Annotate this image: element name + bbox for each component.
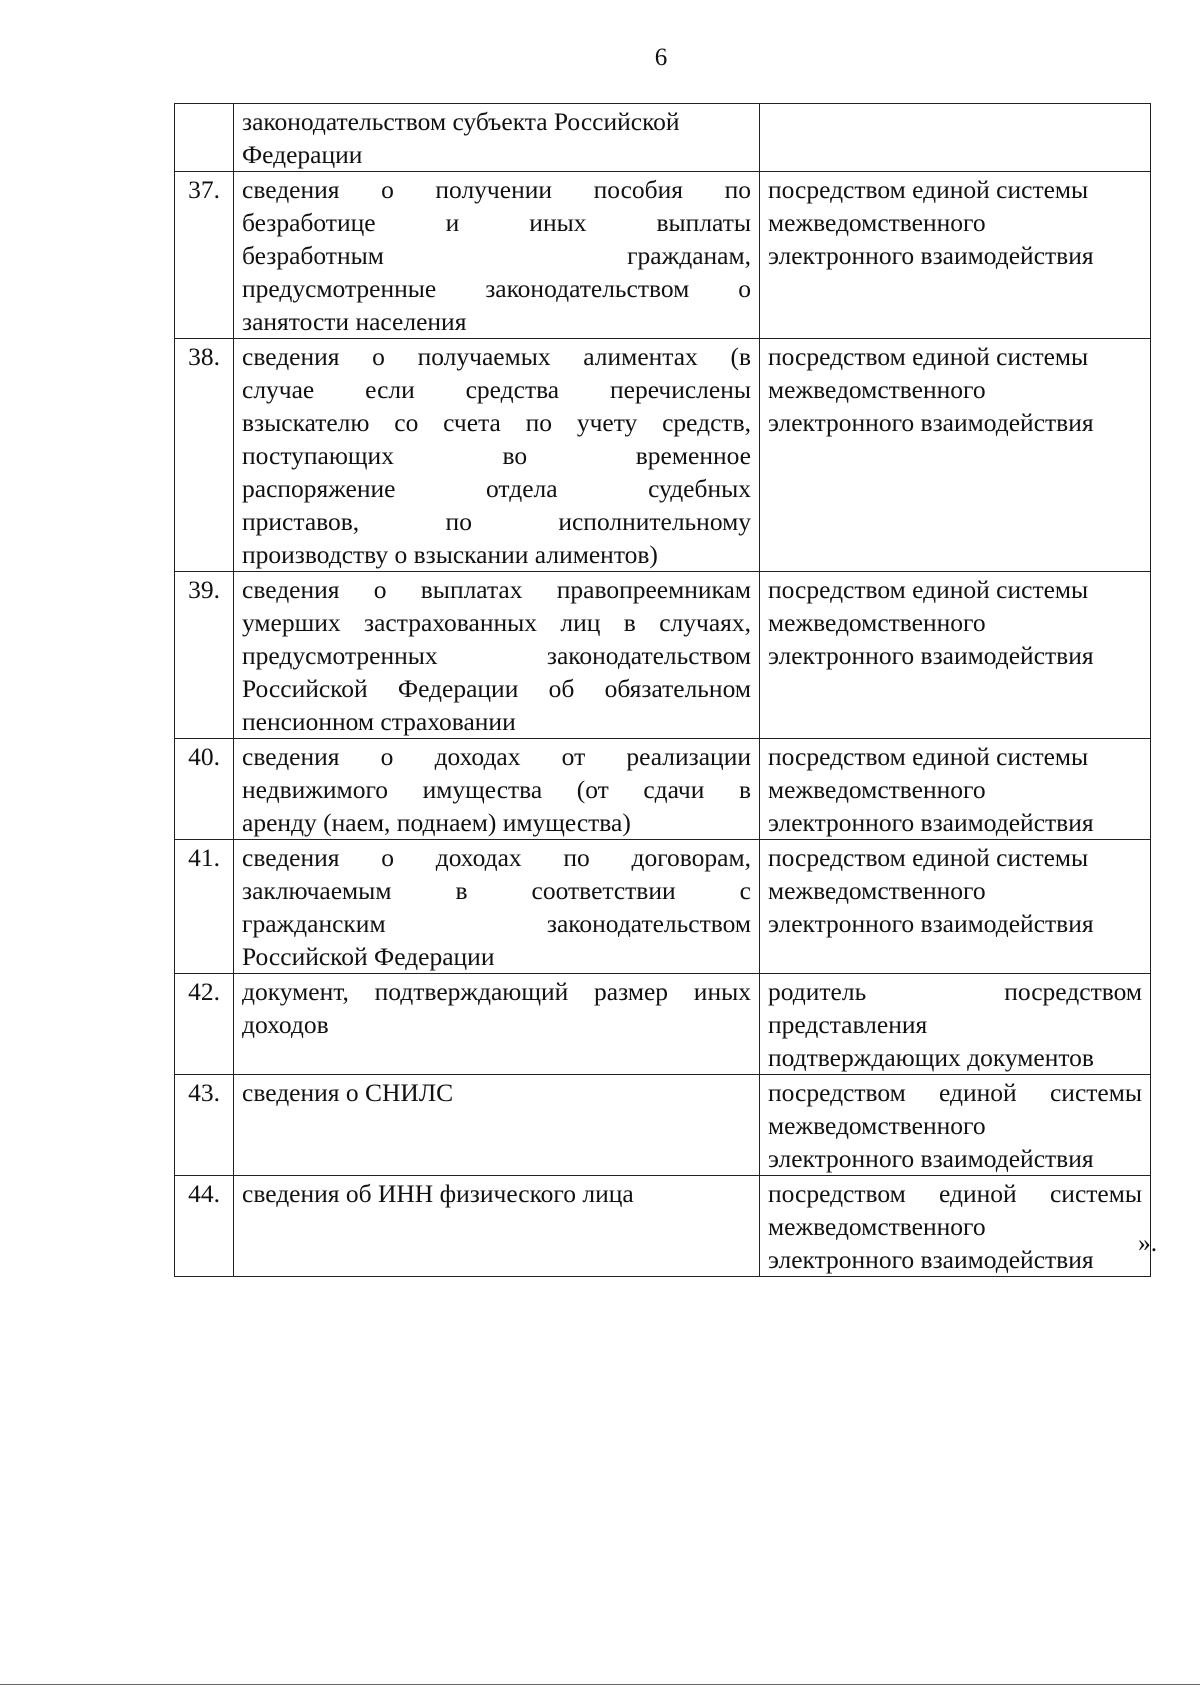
document-description-cell	[234, 1075, 760, 1176]
document-description-line: сведения о выплатах правопреемникам	[242, 575, 751, 604]
row-number: 42.	[175, 974, 234, 1075]
row-number: 37.	[175, 172, 234, 339]
submission-method-line: посредством единой системы	[768, 1078, 1142, 1107]
submission-method-line: межведомственного	[768, 608, 986, 637]
document-description-line: гражданским законодательством	[242, 909, 751, 938]
document-description-line: случае если средства перечислены	[242, 375, 751, 404]
submission-method-line: родитель посредством	[768, 977, 1142, 1006]
submission-method-line: межведомственного	[768, 375, 986, 404]
document-description-line: сведения об ИНН физического лица	[242, 1179, 634, 1208]
document-description-line: аренду (наем, поднаем) имущества)	[242, 808, 631, 837]
row-number: 44.	[175, 1176, 234, 1277]
closing-quote-mark: ».	[1138, 1228, 1158, 1257]
document-description-line: производству о взыскании алиментов)	[242, 540, 658, 569]
document-description-line: доходов	[242, 1010, 329, 1039]
row-number: 40.	[175, 739, 234, 840]
row-number: 41.	[175, 840, 234, 974]
document-description-line: умерших застрахованных лиц в случаях,	[242, 608, 751, 637]
submission-method-line: подтверждающих документов	[768, 1043, 1094, 1072]
submission-method-line: межведомственного	[768, 1111, 986, 1140]
submission-method-line: межведомственного	[768, 775, 986, 804]
document-description-cell	[234, 172, 760, 339]
submission-method-line: электронного взаимодействия	[768, 641, 1094, 670]
row-number: 39.	[175, 572, 234, 739]
document-description-line: сведения о получении пособия по	[242, 175, 751, 204]
page-number: 6	[654, 44, 668, 71]
document-description-cell	[234, 974, 760, 1075]
table-row	[175, 739, 1151, 840]
submission-method-line: электронного взаимодействия	[768, 909, 1094, 938]
submission-method-line: электронного взаимодействия	[768, 1144, 1094, 1173]
submission-method-line: посредством единой системы	[768, 575, 1089, 604]
table-row	[175, 339, 1151, 572]
document-description-line: предусмотренные законодательством о	[242, 274, 751, 303]
submission-method-line: посредством единой системы	[768, 342, 1089, 371]
document-description-line: сведения о доходах по договорам,	[242, 843, 751, 872]
submission-method-line: электронного взаимодействия	[768, 808, 1094, 837]
submission-method-line: посредством единой системы	[768, 742, 1089, 771]
document-description-line: документ, подтверждающий размер иных	[242, 977, 751, 1006]
document-description-cell	[234, 339, 760, 572]
submission-method-cell	[760, 339, 1151, 572]
submission-method-cell	[760, 840, 1151, 974]
document-description-line: Российской Федерации об обязательном	[242, 674, 751, 703]
document-description-line: пенсионном страховании	[242, 707, 516, 736]
document-description-line: законодательством субъекта Российской	[242, 107, 680, 136]
submission-method-line: межведомственного	[768, 876, 986, 905]
submission-method-cell	[760, 739, 1151, 840]
document-description-line: недвижимого имущества (от сдачи в	[242, 775, 751, 804]
row-number	[175, 104, 234, 172]
document-description-line: Федерации	[242, 140, 363, 169]
submission-method-line: посредством единой системы	[768, 843, 1089, 872]
footer-rule	[0, 1684, 1200, 1685]
table-row	[175, 1176, 1151, 1277]
submission-method-cell	[760, 572, 1151, 739]
document-table-body	[175, 104, 1151, 1277]
document-description-cell	[234, 840, 760, 974]
submission-method-cell	[760, 974, 1151, 1075]
document-description-cell	[234, 739, 760, 840]
document-description-line: безработным гражданам,	[242, 241, 751, 270]
submission-method-line: электронного взаимодействия	[768, 241, 1094, 270]
submission-method-line: электронного взаимодействия	[768, 408, 1094, 437]
submission-method-line: посредством единой системы	[768, 1179, 1142, 1208]
submission-method-line: электронного взаимодействия	[768, 1245, 1094, 1274]
document-description-line: распоряжение отдела судебных	[242, 474, 751, 503]
document-table	[174, 103, 1151, 1277]
document-description-line: сведения о СНИЛС	[242, 1078, 454, 1107]
document-description-line: заключаемым в соответствии с	[242, 876, 751, 905]
document-description-cell	[234, 1176, 760, 1277]
table-row	[175, 974, 1151, 1075]
document-description-line: поступающих во временное	[242, 441, 751, 470]
submission-method-line: межведомственного	[768, 208, 986, 237]
submission-method-cell	[760, 1176, 1151, 1277]
submission-method-cell	[760, 104, 1151, 172]
document-description-line: предусмотренных законодательством	[242, 641, 751, 670]
submission-method-cell	[760, 172, 1151, 339]
document-description-line: сведения о получаемых алиментах (в	[242, 342, 751, 371]
table-row	[175, 104, 1151, 172]
document-description-line: безработице и иных выплаты	[242, 208, 751, 237]
row-number: 43.	[175, 1075, 234, 1176]
document-description-cell	[234, 104, 760, 172]
document-description-line: Российской Федерации	[242, 942, 495, 971]
document-description-line: взыскателю со счета по учету средств,	[242, 408, 751, 437]
submission-method-line: посредством единой системы	[768, 175, 1089, 204]
document-description-cell	[234, 572, 760, 739]
submission-method-cell	[760, 1075, 1151, 1176]
document-description-line: приставов, по исполнительному	[242, 507, 751, 536]
table-row	[175, 1075, 1151, 1176]
document-description-line: сведения о доходах от реализации	[242, 742, 751, 771]
table-row	[175, 572, 1151, 739]
document-description-line: занятости населения	[242, 307, 467, 336]
table-row	[175, 840, 1151, 974]
row-number: 38.	[175, 339, 234, 572]
table-row	[175, 172, 1151, 339]
submission-method-line: представления	[768, 1010, 928, 1039]
submission-method-line: межведомственного	[768, 1212, 986, 1241]
